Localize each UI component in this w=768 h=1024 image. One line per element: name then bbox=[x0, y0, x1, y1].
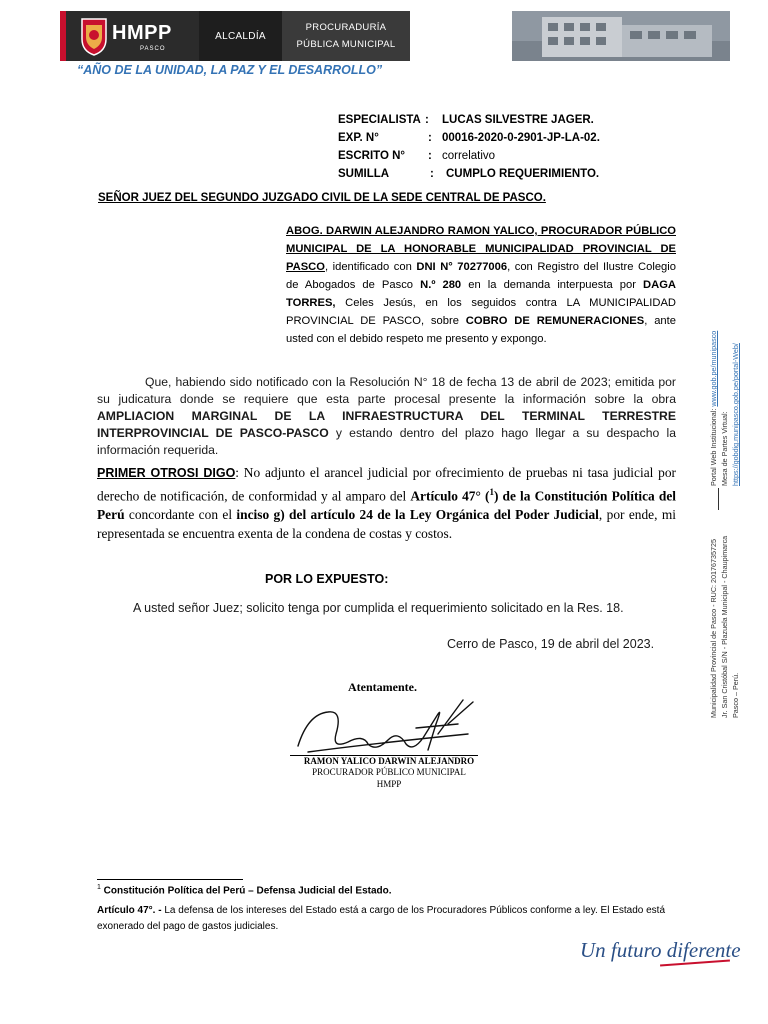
intro-text: , con Registro del Ilustre Colegio de Abogados de Pasco bbox=[286, 261, 676, 291]
info-value-escrito: correlativo bbox=[442, 150, 496, 162]
main-text: y estando dentro del plazo hago llegar a su despacho la información requerida. bbox=[97, 426, 676, 457]
addressee-judge: SEÑOR JUEZ DEL SEGUNDO JUZGADO CIVIL DE LA SEDE CENTRAL DE PASCO. bbox=[98, 192, 546, 204]
closing-atentamente: Atentamente. bbox=[348, 680, 417, 694]
footnote-reference: 1 bbox=[489, 487, 494, 497]
header-tab-alcaldia bbox=[199, 11, 282, 61]
project-name: AMPLIACION MARGINAL DE LA INFRAESTRUCTURA DEL TERMINAL TERRESTRE INTERPROVINCIAL DE PASCO-PASCO bbox=[97, 409, 676, 440]
constitution-reference: ) de la Constitución Política del Perú bbox=[97, 488, 676, 523]
side-web-link[interactable]: www.gob.pe/munipasco bbox=[709, 330, 718, 407]
side-mesa-label: Mesa de Partes Virtual: bbox=[720, 411, 729, 486]
otrosi-paragraph bbox=[97, 463, 676, 543]
footnote-body bbox=[97, 903, 687, 935]
hmpp-logo bbox=[66, 11, 199, 61]
footnote-text: La defensa de los intereses del Estado está a cargo de los Procuradores Públicos conforme a ley. El Estado está exonerado del pago de gastos judiciales. bbox=[97, 905, 666, 932]
building-icon bbox=[512, 11, 730, 61]
registry-number: N.º 280 bbox=[420, 279, 462, 291]
date-line: Cerro de Pasco, 19 de abril del 2023. bbox=[447, 637, 655, 651]
info-colon: : bbox=[428, 150, 432, 162]
building-photo bbox=[512, 11, 730, 61]
info-colon: : bbox=[428, 132, 432, 144]
request-line: A usted señor Juez; solicito tenga por cumplida el requerimiento solicitado en la Res. 18. bbox=[133, 601, 624, 615]
info-colon: : bbox=[430, 168, 434, 180]
signer-name: RAMON YALICO DARWIN ALEJANDRO bbox=[303, 756, 475, 766]
side-address: Jr. San Cristóbal S/N - Plazuela Municipal - Chaupimarca bbox=[720, 535, 729, 718]
header-tab-alcaldia-label: ALCALDÍA bbox=[215, 30, 266, 42]
info-colon: : bbox=[425, 114, 429, 126]
footnote-article: Artículo 47°. - bbox=[97, 905, 162, 916]
intro-text: , ante usted con el debido respeto me presento y expongo. bbox=[286, 315, 676, 345]
info-label-especialista: ESPECIALISTA bbox=[338, 114, 421, 126]
case-info bbox=[338, 111, 668, 183]
intro-text: en la demanda interpuesta por bbox=[461, 279, 644, 291]
side-web-label: Portal Web Institucional: bbox=[709, 406, 718, 486]
header-tab-procuraduria-line2: PÚBLICA MUNICIPAL bbox=[296, 39, 396, 50]
dni-number: DNI N° 70277006 bbox=[416, 261, 508, 273]
side-contact-web bbox=[708, 331, 741, 486]
handwritten-signature bbox=[288, 694, 488, 764]
por-lo-expuesto: POR LO EXPUESTO: bbox=[265, 572, 389, 586]
info-value-especialista: LUCAS SILVESTRE JAGER. bbox=[442, 114, 594, 126]
otrosi-text: concordante con el bbox=[124, 507, 237, 523]
footnote-title-text: Constitución Política del Perú – Defensa Judicial del Estado. bbox=[100, 885, 392, 897]
side-mesa-link[interactable]: https://gobdig.munipasco.gob.pe/portal-Web/ bbox=[731, 343, 740, 486]
intro-text: Celes Jesús, en los seguidos contra LA MUNICIPALIDAD PROVINCIAL DE PASCO, sobre bbox=[286, 297, 676, 327]
case-subject: COBRO DE REMUNERACIONES bbox=[465, 315, 645, 327]
intro-text: , identificado con bbox=[324, 261, 417, 273]
introduction-paragraph bbox=[286, 222, 676, 348]
logo-subtext: PASCO bbox=[140, 46, 166, 52]
signer-organization: HMPP bbox=[376, 779, 402, 789]
year-slogan: “AÑO DE LA UNIDAD, LA PAZ Y EL DESARROLLO” bbox=[77, 63, 383, 77]
info-label-sumilla: SUMILLA bbox=[338, 168, 390, 180]
main-text: Que, habiendo sido notificado con la Resolución N° 18 de fecha 13 de abril de 2023; emitida por su judicatura donde se requiere que esta parte procesal presente la información sobre la obra bbox=[97, 375, 676, 406]
otrosi-heading: PRIMER OTROSI DIGO bbox=[97, 466, 236, 480]
article-reference: Artículo 47° ( bbox=[410, 488, 490, 504]
info-value-expediente: 00016-2020-0-2901-JP-LA-02. bbox=[442, 132, 600, 144]
footnote-separator bbox=[97, 879, 243, 880]
side-contact-address bbox=[708, 536, 741, 718]
info-label-expediente: EXP. N° bbox=[338, 132, 379, 144]
header-tab-procuraduria-line1: PROCURADURÍA bbox=[305, 22, 387, 33]
logo-text: HMPP bbox=[112, 22, 172, 44]
side-country: Pasco – Perú. bbox=[731, 672, 740, 718]
law-reference: inciso g) del artículo 24 de la Ley Orgánica del Poder Judicial bbox=[236, 507, 599, 523]
plaintiff-name: DAGA TORRES, bbox=[286, 279, 676, 309]
header-tab-procuraduria bbox=[282, 11, 410, 61]
footnote-number: 1 bbox=[97, 884, 101, 891]
attorney-name: ABOG. DARWIN ALEJANDRO RAMON YALICO, PROCURADOR PÚBLICO MUNICIPAL DE LA HONORABLE MUNICIPALIDAD PROVINCIAL DE PASCO bbox=[286, 225, 676, 273]
signer-role: PROCURADOR PÚBLICO MUNICIPAL bbox=[312, 767, 466, 777]
otrosi-text: , por ende, mi representada se encuentra exenta de la condena de costas y costos. bbox=[97, 507, 676, 542]
side-separator bbox=[718, 488, 719, 510]
otrosi-text: : No adjunto el arancel judicial por ofrecimiento de pruebas ni tasa judicial por derecho de notificación, de conformidad y al amparo del bbox=[97, 465, 676, 504]
info-value-sumilla: CUMPLO REQUERIMIENTO. bbox=[446, 168, 600, 180]
footnote-title bbox=[97, 884, 392, 896]
side-ruc: Municipalidad Provincial de Pasco - RUC: 20176735725 bbox=[709, 539, 718, 718]
footer-slogan: Un futuro diferente bbox=[580, 938, 741, 962]
info-label-escrito: ESCRITO N° bbox=[338, 150, 406, 162]
main-paragraph bbox=[97, 374, 676, 459]
